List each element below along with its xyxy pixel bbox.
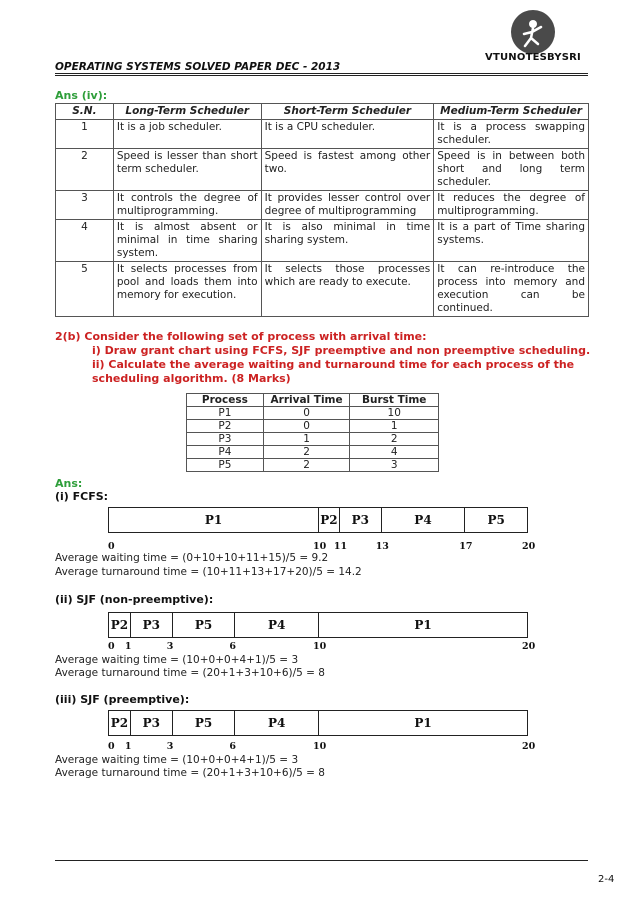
table-cell: 2	[56, 149, 114, 191]
table-cell: P2	[187, 420, 264, 433]
gantt-segment-p4: P4	[381, 508, 465, 532]
sjf-p-gantt-ticks	[108, 741, 536, 753]
table-cell: P1	[187, 407, 264, 420]
table-cell: It controls the degree of multiprogramming.	[113, 191, 261, 220]
column-header: Burst Time	[350, 394, 439, 407]
table-cell: P3	[187, 433, 264, 446]
table-cell: It selects those processes which are ready to execute.	[261, 262, 434, 317]
table-cell: 1	[56, 120, 114, 149]
table-row	[187, 407, 439, 420]
table-cell: 4	[350, 446, 439, 459]
gantt-tick-label: 0	[108, 541, 115, 552]
sjf-np-gantt-ticks	[108, 641, 536, 653]
table-cell: P4	[187, 446, 264, 459]
gantt-segment-p3: P3	[339, 508, 381, 532]
table-cell: 1	[350, 420, 439, 433]
table-cell: Speed is fastest among other two.	[261, 149, 434, 191]
table-cell: It is a process swapping scheduler.	[434, 120, 589, 149]
brand-logo	[511, 10, 555, 54]
table-row	[56, 120, 589, 149]
gantt-tick-label: 6	[229, 641, 237, 652]
column-header: Arrival Time	[263, 394, 350, 407]
table-row	[56, 220, 589, 262]
gantt-segment-p2: P2	[318, 508, 339, 532]
gantt-tick-label: 0	[108, 741, 115, 752]
table-row	[187, 433, 439, 446]
column-header: Long-Term Scheduler	[113, 104, 261, 120]
table-cell: 3	[56, 191, 114, 220]
gantt-segment-p5: P5	[172, 711, 235, 735]
gantt-segment-p4: P4	[234, 711, 318, 735]
gantt-tick-label: 10	[313, 541, 327, 552]
gantt-tick-label: 1	[124, 641, 132, 652]
fcfs-avg-waiting: Average waiting time = (0+10+10+11+15)/5 = 9.2	[55, 552, 329, 564]
table-row	[56, 149, 589, 191]
page-number: 2-4	[598, 874, 615, 885]
table-cell: It selects processes from pool and loads them into memory for execution.	[113, 262, 261, 317]
table-cell: 10	[350, 407, 439, 420]
gantt-segment-p5: P5	[464, 508, 527, 532]
gantt-tick-label: 10	[313, 641, 327, 652]
gantt-segment-p3: P3	[130, 711, 172, 735]
table-cell: 0	[263, 407, 350, 420]
gantt-segment-p1: P1	[204, 513, 223, 527]
table-cell: It is a job scheduler.	[113, 120, 261, 149]
table-cell: 2	[350, 433, 439, 446]
table-cell: 3	[350, 459, 439, 472]
sjf-np-avg-turnaround: Average turnaround time = (20+1+3+10+6)/5 = 8	[55, 667, 325, 679]
question-part-ii: ii) Calculate the average waiting and turnaround time for each process of the	[92, 358, 575, 371]
table-header-row	[187, 394, 439, 407]
gantt-segment-p4: P4	[234, 613, 318, 637]
header-divider	[55, 75, 588, 76]
table-cell: 1	[263, 433, 350, 446]
fcfs-heading: (i) FCFS:	[55, 490, 109, 503]
table-cell: It is also minimal in time sharing system.	[261, 220, 434, 262]
gantt-tick-label: 1	[124, 741, 132, 752]
table-row	[187, 446, 439, 459]
gantt-segment-p1: P1	[318, 613, 527, 637]
sjf-p-heading: (iii) SJF (preemptive):	[55, 693, 190, 706]
table-cell: It is almost absent or minimal in time sharing system.	[113, 220, 261, 262]
table-row	[187, 459, 439, 472]
table-header-row	[56, 104, 589, 120]
sjf-p-gantt-chart	[108, 710, 528, 736]
table-cell: It provides lesser control over degree of multiprogramming	[261, 191, 434, 220]
column-header: Short-Term Scheduler	[261, 104, 434, 120]
gantt-tick-label: 20	[522, 741, 536, 752]
gantt-tick-label: 6	[229, 741, 237, 752]
fcfs-gantt-chart	[108, 507, 528, 533]
table-row	[187, 420, 439, 433]
fcfs-avg-turnaround: Average turnaround time = (10+11+13+17+20)/5 = 14.2	[55, 566, 362, 578]
column-header: S.N.	[56, 104, 114, 120]
table-cell: 5	[56, 262, 114, 317]
gantt-tick-label: 3	[166, 641, 174, 652]
gantt-segment-p1: P1	[318, 711, 527, 735]
table-cell: It is a part of Time sharing systems.	[434, 220, 589, 262]
table-cell: Speed is lesser than short term scheduler.	[113, 149, 261, 191]
sjf-np-avg-waiting: Average waiting time = (10+0+0+4+1)/5 = 3	[55, 654, 299, 666]
table-cell: It is a CPU scheduler.	[261, 120, 434, 149]
gantt-tick-label: 13	[375, 541, 389, 552]
process-table	[186, 393, 439, 472]
gantt-segment-p3: P3	[130, 613, 172, 637]
table-row	[56, 191, 589, 220]
table-cell: Speed is in between both short and long term scheduler.	[434, 149, 589, 191]
ans-label: Ans:	[55, 477, 83, 490]
question-part-ii-cont: scheduling algorithm. (8 Marks)	[92, 372, 291, 385]
page-header-title: OPERATING SYSTEMS SOLVED PAPER DEC - 2013	[55, 61, 341, 73]
table-cell: 0	[263, 420, 350, 433]
gantt-tick-label: 3	[166, 741, 174, 752]
sjf-np-gantt-chart	[108, 612, 528, 638]
question-title: 2(b) Consider the following set of process with arrival time:	[55, 330, 427, 343]
sjf-p-avg-waiting: Average waiting time = (10+0+0+4+1)/5 = 3	[55, 754, 299, 766]
sjf-np-heading: (ii) SJF (non-preemptive):	[55, 593, 214, 606]
table-cell: 2	[263, 446, 350, 459]
table-cell: P5	[187, 459, 264, 472]
gantt-tick-label: 0	[108, 641, 115, 652]
gantt-tick-label: 20	[522, 641, 536, 652]
gantt-tick-label: 10	[313, 741, 327, 752]
table-row	[56, 262, 589, 317]
table-cell: It can re-introduce the process into memory and execution can be continued.	[434, 262, 589, 317]
question-part-i: i) Draw grant chart using FCFS, SJF preemptive and non preemptive scheduling.	[92, 344, 591, 357]
table-cell: 2	[263, 459, 350, 472]
table-cell: It reduces the degree of multiprogramming.	[434, 191, 589, 220]
answer-iv-label: Ans (iv):	[55, 89, 108, 102]
gantt-segment-p5: P5	[172, 613, 235, 637]
footer-divider	[55, 860, 588, 861]
header-divider	[55, 73, 588, 74]
column-header: Process	[187, 394, 264, 407]
column-header: Medium-Term Scheduler	[434, 104, 589, 120]
sjf-p-avg-turnaround: Average turnaround time = (20+1+3+10+6)/5 = 8	[55, 767, 325, 779]
gantt-segment-p2: P2	[110, 618, 129, 632]
table-cell: 4	[56, 220, 114, 262]
gantt-tick-label: 20	[522, 541, 536, 552]
gantt-segment-p2: P2	[110, 716, 129, 730]
gantt-tick-label: 17	[459, 541, 473, 552]
brand-name: VTUNOTESBYSRI	[485, 52, 581, 63]
gantt-tick-label: 11	[333, 541, 348, 552]
scheduler-comparison-table	[55, 103, 589, 317]
